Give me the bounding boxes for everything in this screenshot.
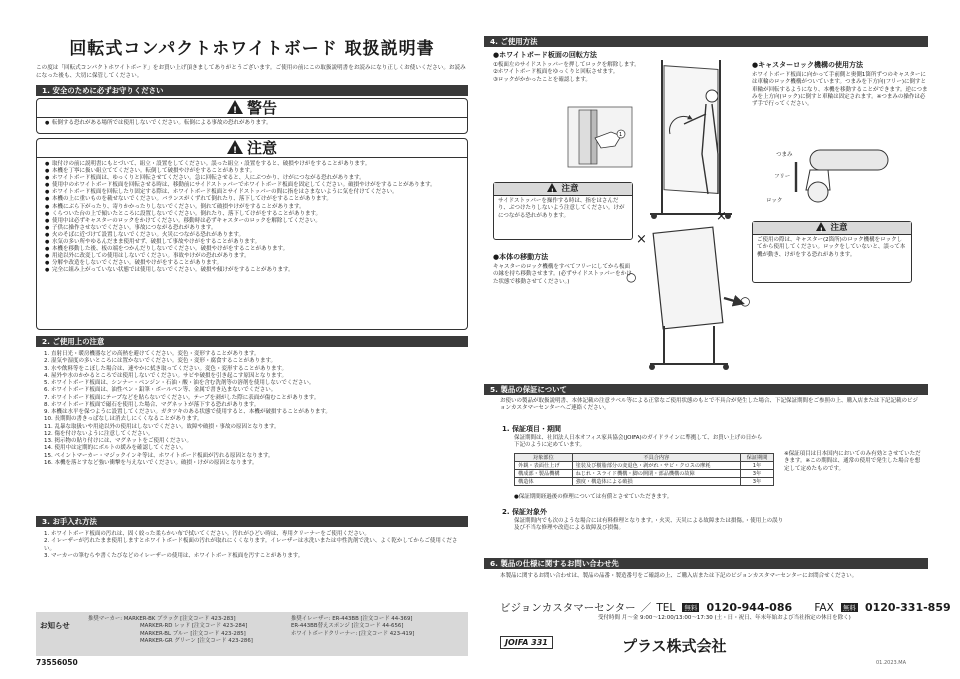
care-item: 3. マーカーの筆むらや書くたびなどのイレーザーの使用は、ホワイトボード板面を汚すことがあります。	[44, 552, 304, 559]
caution-item: ● 本機の上に重いものを載せないでください。バランスがくずれて倒れたり、落下してけがをすることがあります。	[45, 196, 459, 203]
company-name: プラス株式会社	[622, 637, 727, 655]
contact-hours: 受付時間 月～金 9:00～12:00/13:00～17:30 (土・日・祝日、年末年始および当社指定の休日を除く)	[598, 615, 851, 621]
caster-method	[752, 60, 930, 108]
warranty-footer: ●保証期間経過後の修理については有償とさせていただきます。	[514, 494, 673, 500]
rotate-method	[493, 50, 663, 84]
caution-item: ● 本機を丁寧に扱い組立ててください。転倒して破損やけがをすることがあります。	[45, 168, 459, 175]
move-method	[493, 252, 633, 286]
side-stopper-illustration	[565, 104, 635, 170]
notice-label: お知らせ	[40, 621, 70, 630]
rotate-title: ●ホワイトボード板面の回転方法	[493, 51, 597, 59]
warning-icon	[227, 100, 243, 114]
svg-text:1: 1	[619, 132, 623, 138]
usage-note-item: 9. 本機は水平を保つように設置してください。ガタツキのある状態で使用すると、本機が破損することがあります。	[44, 409, 331, 415]
fax-number[interactable]: 0120-331-859	[864, 601, 951, 614]
usage-note-item: 15. ペイントマーカー・マジックインキ等は、ホワイトボード板面が汚れる原因となります。	[44, 452, 274, 459]
warning-text: ● 転倒する恐れがある場所では使用しないでください。転倒による事故の恐れがあります。	[45, 120, 459, 127]
caution-item: ● 使用中は必ずキャスターのロックをかけてください。移動時は必ずキャスターのロックを解除してください。	[45, 218, 459, 225]
caution-item: ● くらついた台の上で傾いたところに設置しないでください。倒れたり、落下してけがをすることがあります。	[45, 211, 459, 218]
table-row	[515, 462, 774, 470]
table-row	[515, 470, 774, 478]
usage-note-item: 5. ホワイトボード板面は、シンナー・ベンジン・石油・酸・油を含む洗剤等の溶剤を使用しないでください。	[44, 380, 315, 386]
usage-note-item: 11. 乱暴な取扱いや用途以外の使用はしないでください。故障や破損・事故の原因となります。	[44, 423, 280, 430]
caution-item: ● 用途以外に改変しての使用はしないでください。事故やけがの恐れがあります。	[45, 253, 459, 260]
caster-text: ホワイトボード板面に向かって手前側と奥側1箇所ずつのキャスターには車輪のロック機構がついています。つまみを下方向(フリー)に倒すと車輪が回転するようになり、本機を移動することができます。逆につまみを上方向(ロック)に倒すと車輪は固定されます。※つまみの操作は必ず手で行ってください。	[752, 72, 928, 108]
table-cell: 塗装及び樹脂部分の変退色・剥がれ・サビ・クロスの摩耗	[572, 462, 740, 470]
table-cell: ねじれ・スライド機構・脚の開閉・部品機構の故障	[572, 470, 740, 478]
warranty-period-note: 保証期間は、社団法人日本オフィス家具協会(JOIFA)のガイドラインに準拠して、お買い上げの日から下記のように定めています。	[514, 435, 763, 449]
caution-stopper-title: !注意	[494, 183, 632, 196]
care-list	[36, 528, 468, 563]
ok-mark-2: ○	[740, 294, 751, 308]
warning-box	[36, 98, 468, 134]
table-cell: 3年	[741, 470, 774, 478]
caution-stopper-text: サイドストッパーを操作する時は、指をはさんだり、ぶつけたりしないよう注意してください。けがにつながる恐れがあります。	[498, 198, 625, 219]
usage-note-item: 3. 水や飲料等をこぼした場合は、速やかに拭き取ってください。変色・変形することがあります。	[44, 365, 288, 372]
caster-title: ●キャスターロック機構の使用方法	[752, 61, 863, 69]
ok-mark: ○	[626, 270, 637, 284]
care-item: 2. イレーザーが汚れたまま使用しますとホワイトボード板面の汚れが取れにくくなります。イレーザーは水洗いまたは中性洗剤で洗い、よく乾かしてからご使用ください。	[44, 538, 458, 552]
table-row	[515, 478, 774, 486]
joifa-logo: JOIFA 331	[500, 636, 553, 649]
warning-title: !警告	[37, 99, 467, 118]
table-cell: 強度・構造体による破損	[572, 478, 740, 486]
usage-note-item: 10. 長期間の書きっぱなしは消去しにくくなることがあります。	[44, 416, 203, 423]
warranty-exclude-text: 保証期間内でも次のような場合には有料修理となります。・火災、天災による故障または損傷。・使用上の誤り及び不当な修理や改造による故障及び損傷。	[514, 518, 784, 532]
print-code: 01.2023.MA	[876, 660, 906, 666]
caution-item: ● 水気の多い所やゆるんだまま使用せず、破損して事故やけがをすることがあります。	[45, 239, 459, 246]
col-header: 対象部位	[515, 454, 573, 462]
section-1-header: 1. 安全のために必ずお守りください	[36, 85, 468, 96]
warranty-table-header	[515, 454, 774, 462]
notice-products-left: 推奨マーカー: MARKER-BK ブラック [注文コード 423-283] MARKER-RD レッド [注文コード 423-284] MARKER-BL ブルー [注文コード 423-285] MARKER-GR グリーン [注文コード 423-286]	[88, 616, 253, 645]
caution-item: ● 分解や改造をしないでください。破損やけがをすることがあります。	[45, 260, 459, 267]
notice-box	[36, 612, 468, 656]
usage-note-item: 2. 湿気や湿度の多いところには置かないでください。変色・変形・腐食することがあります。	[44, 358, 277, 365]
caution-item: ● ホワイトボード板面は、ゆっくりと回転させてください。急に回転させると、人にぶつかり、けがにつながる恐れがあります。	[45, 175, 459, 182]
contact-phones: ビジョンカスタマーセンター ／ TEL 無料 0120-944-086 FAX 無料 0120-331-859	[500, 601, 951, 614]
tel-label: TEL	[656, 602, 676, 614]
caution-item: ● ホワイトボード板面を回転したり固定する際は、ホワイトボード板面とサイドストッパーの間に指をはさまないように気を付けてください。	[45, 189, 459, 196]
caution-icon	[227, 140, 243, 154]
section-2-header: 2. ご使用上の注意	[36, 336, 468, 347]
care-item: 1. ホワイトボード板面の汚れは、固く絞った柔らかい布で拭いてください。汚れがひどい時は、専用クリーナーをご使用ください。	[44, 531, 370, 537]
free-label: フリー	[774, 174, 791, 180]
usage-note-item: 16. 本機を落とすなど強い衝撃を与えないでください。破損・けがの原因となります。	[44, 459, 258, 466]
caution-item: ● 火のそばに近づけて設置しないでください。火災につながる恐れがあります。	[45, 232, 459, 239]
knob-label: つまみ	[776, 152, 793, 158]
caution-item: ● 完全に組み上がっていない状態では使用しないでください。破損や傾けがをすることがあります。	[45, 267, 459, 274]
table-cell: 構成部・製品機構	[515, 470, 573, 478]
usage-note-item: 4. 屋外や水のかかるところでは使用しないでください。サビや破損を引き起こす原因となります。	[44, 372, 288, 379]
usage-note-item: 12. 傷を付けないように注意してください。	[44, 430, 154, 437]
left-column	[36, 34, 468, 80]
section-4-header: 4. ご使用方法	[484, 36, 928, 47]
warranty-period-head: 1. 保証項目・期間	[502, 425, 561, 433]
usage-note-item: 8. ホワイトボード板面で磁石を使用した場合、マグネットが落下する恐れがあります。	[44, 401, 260, 408]
intro-text: この度は「回転式コンパクトホワイトボード」をお買い上げ頂きましてありがとうございます。ご使用の前にこの取扱説明書をお読みになり正しくお使いください。お読みになった後も、大切に保管してください。	[36, 65, 466, 79]
move-text: キャスターのロック機構をすべてフリーにしてから板面の縁を持ち移動させます。(必ずサイドストッパーをかけた状態で移動させてください。)	[493, 264, 632, 285]
warranty-side-note: ※保証項目は日本国内においてのみ有効とさせていただきます。※この期間は、通常の使用で発生した場合を想定して定めたものです。	[784, 451, 921, 472]
table-cell: 3年	[741, 478, 774, 486]
caution-caster-title: !注意	[753, 222, 911, 235]
free-dial-badge: 無料	[684, 604, 698, 612]
caution-stopper-icon	[547, 183, 557, 192]
caution-item: ● 本機を移動した後、板の端をつかんだりしないでください。破損やけがをすることがあります。	[45, 246, 459, 253]
caution-item: ● 取付けの前に説明書にもとづいて、組立・設置をしてください。誤った組立・設置をすると、破損やけがをすることがあります。	[45, 161, 459, 168]
section-5-header: 5. 製品の保証について	[484, 384, 928, 395]
document-number: 73556050	[36, 658, 78, 667]
usage-note-item: 6. ホワイトボード板面は、油性ペン・鉛筆・ボールペン等、金属で書き込まないでください。	[44, 387, 277, 394]
table-cell: 構造体	[515, 478, 573, 486]
move-title: ●本体の移動方法	[493, 253, 549, 261]
caution-caster-text: ご使用の際は、キャスター(2箇所)のロック機構をロックしてから使用してください。ロックをしていないと、誤って本機が動き、けがをする恐れがあります。	[757, 237, 906, 258]
table-cell: 外観・表面仕上げ	[515, 462, 573, 470]
contact-text: 本製品に関するお問い合わせは、製品の品番・製造番号をご確認の上、ご購入店または下記のビジョンカスタマーセンターにお問合せください。	[500, 573, 858, 579]
col-header: 不具合内容	[572, 454, 740, 462]
no-mark-2: ×	[716, 209, 727, 224]
tel-number[interactable]: 0120-944-086	[706, 601, 793, 614]
warranty-exclude-head: 2. 保証対象外	[502, 508, 547, 516]
usage-note-item: 1. 直射日光・暖房機器などの高熱を避けてください。変色・変形することがあります。	[44, 351, 260, 357]
caution-box-stopper	[493, 182, 633, 240]
warning-text-wrap	[37, 118, 467, 130]
caution-box	[36, 138, 468, 330]
usage-note-item: 7. ホワイトボード板面にテープなどを貼らないでください。テープを剥がした際に表面が傷むことがあります。	[44, 394, 320, 401]
rotate-board-illustration	[640, 54, 740, 219]
caution-caster-icon	[816, 222, 826, 231]
center-name: ビジョンカスタマーセンター	[500, 602, 636, 614]
warranty-table	[514, 453, 774, 486]
section-3-header: 3. お手入れ方法	[36, 516, 468, 527]
caution-item: ● 使用中のホワイトボード板面を回転させる時は、移動前にサイドストッパーでホワイトボード板面を固定してください。破損やけがをすることがあります。	[45, 182, 459, 189]
notice-products-right: 推奨イレーザー: ER-443BB [注文コード 44-369] ER-443BB替えスポンジ [注文コード 44-656] ホワイトボードクリーナー: [注文コード 423-419]	[291, 616, 415, 637]
no-mark: ×	[636, 232, 647, 247]
fax-label: FAX	[814, 602, 834, 614]
free-dial-badge: 無料	[842, 604, 856, 612]
caution-item: ● 子供に操作させないでください。事故につながる恐れがあります。	[45, 225, 459, 232]
usage-notes-list	[36, 348, 468, 470]
lock-label: ロック	[766, 198, 783, 204]
caution-title: !注意	[37, 139, 467, 158]
rotate-steps: ①板面左のサイドストッパーを押してロックを解除します。 ②ホワイトボード板面をゆっくりと回転させます。 ③ロックがかかったことを確認します。	[493, 62, 640, 83]
table-cell: 1年	[741, 462, 774, 470]
usage-note-item: 14. 使用中は定期的にボルトの緩みを確認してください。	[44, 445, 187, 452]
caution-item: ● 本機にぶら下がったり、寄りかかったりしないでください。倒れて破損やけがをすることがあります。	[45, 204, 459, 211]
warranty-intro: お使いの製品が取扱説明書、本体記載の注意ラベル等による正常なご使用状態のもとで不具合が発生した場合、下記保証期間をご参照の上、購入店または下記記載のビジョンカスタマーセンターへご連絡ください。	[500, 398, 919, 412]
col-header: 保証期間	[741, 454, 774, 462]
section-6-header: 6. 製品の仕様に関するお問い合わせ先	[484, 558, 928, 569]
usage-note-item: 13. 掲示物の貼り付けには、マグネットをご使用ください。	[44, 438, 192, 444]
caution-box-caster	[752, 221, 912, 283]
page-title: 回転式コンパクトホワイトボード 取扱説明書	[69, 39, 435, 59]
caution-list	[37, 158, 467, 278]
